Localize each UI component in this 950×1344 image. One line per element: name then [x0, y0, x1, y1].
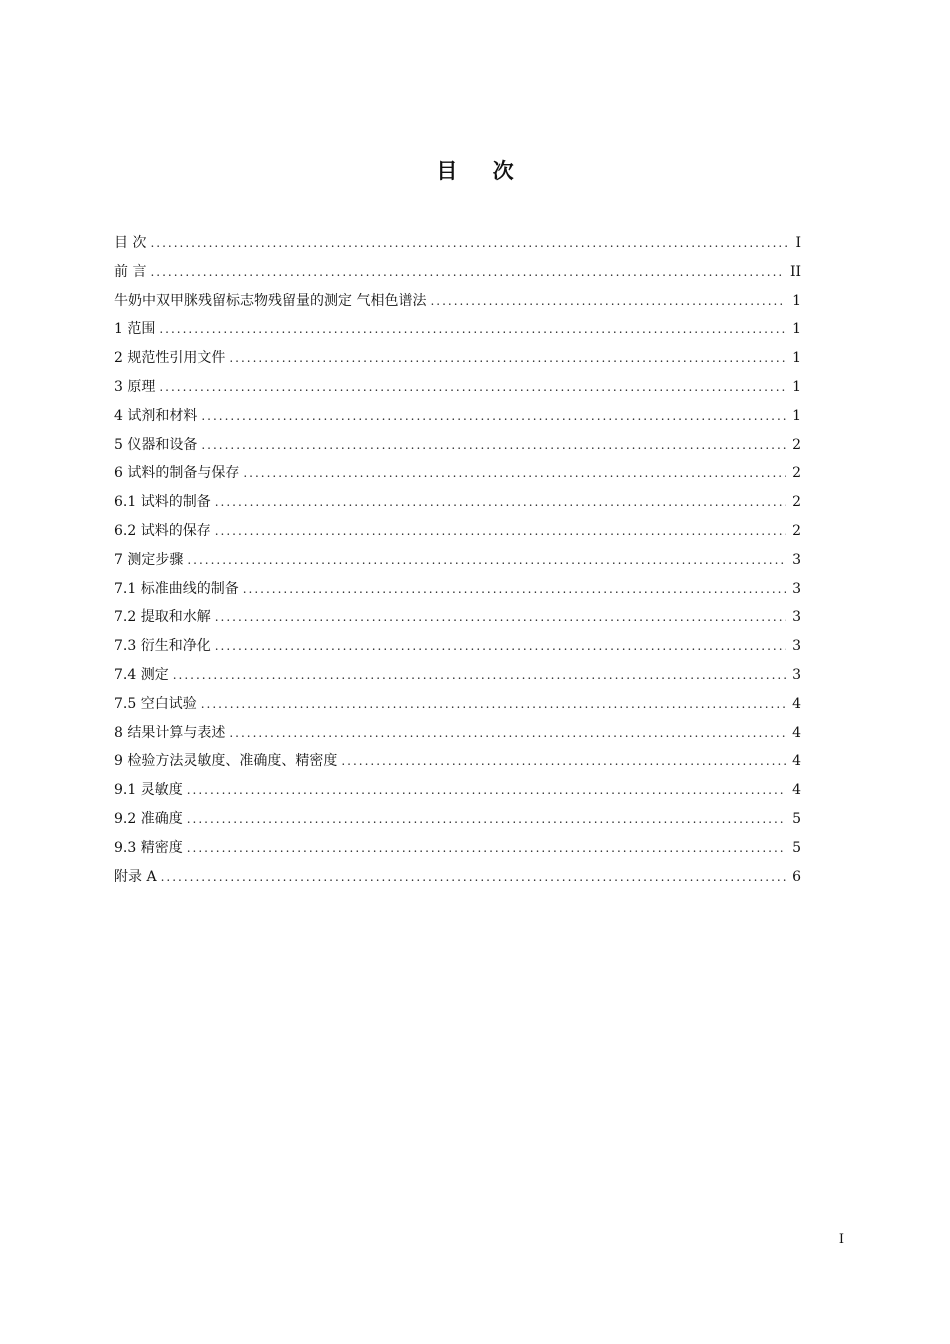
toc-entry-page: 3: [792, 551, 801, 568]
toc-entry-page: 3: [792, 638, 801, 655]
toc-entry[interactable]: [114, 517, 801, 546]
toc-entry[interactable]: [114, 488, 801, 517]
toc-entry-page: 1: [792, 321, 801, 338]
toc-entry-page: 6: [792, 868, 801, 885]
toc-entry-label: 6.2 试料的保存: [114, 522, 211, 539]
toc-dot-leader: [159, 373, 786, 402]
toc-entry-label: 6.1 试料的制备: [114, 494, 211, 511]
toc-entry-page: 1: [792, 407, 801, 424]
toc-dot-leader: [201, 431, 786, 460]
toc-entry-page: 4: [792, 753, 801, 770]
toc-entry-label: 9.2 准确度: [114, 810, 183, 827]
toc-entry-page: 2: [792, 465, 801, 482]
toc-entry-label: 7 测定步骤: [114, 551, 184, 568]
toc-entry-label: 4 试剂和材料: [114, 407, 198, 424]
toc-entry[interactable]: [114, 315, 801, 344]
toc-dot-leader: [187, 834, 786, 863]
toc-entry-page: II: [789, 263, 801, 280]
toc-entry-label: 3 原理: [114, 378, 156, 395]
toc-entry-label: 9 检验方法灵敏度、准确度、精密度: [114, 753, 338, 770]
toc-entry[interactable]: [114, 287, 801, 316]
toc-entry-label: 2 规范性引用文件: [114, 350, 226, 367]
toc-dot-leader: [341, 747, 786, 776]
toc-entry-label: 9.1 灵敏度: [114, 782, 183, 799]
toc-dot-leader: [187, 805, 786, 834]
toc-entry-label: 8 结果计算与表述: [114, 724, 226, 741]
toc-dot-leader: [243, 575, 786, 604]
toc-dot-leader: [187, 776, 786, 805]
toc-entry[interactable]: [114, 575, 801, 604]
toc-entry-label: 目 次: [114, 235, 147, 251]
toc-entry-page: 2: [792, 522, 801, 539]
toc-dot-leader: [243, 459, 786, 488]
toc-entry-label: 7.5 空白试验: [114, 695, 197, 712]
toc-entry[interactable]: [114, 402, 801, 431]
toc-dot-leader: [201, 690, 786, 719]
toc-entry-label: 7.4 测定: [114, 666, 169, 683]
toc-entry[interactable]: [114, 834, 801, 863]
toc-dot-leader: [430, 287, 786, 316]
toc-dot-leader: [215, 517, 786, 546]
toc-entry-page: 2: [792, 494, 801, 511]
toc-entry-page: 3: [792, 609, 801, 626]
toc-entry-page: 4: [792, 695, 801, 712]
toc-entry[interactable]: [114, 747, 801, 776]
page-title: 目 次: [436, 159, 528, 183]
toc-dot-leader: [159, 315, 786, 344]
toc-entry[interactable]: [114, 373, 801, 402]
toc-entry[interactable]: [114, 661, 801, 690]
toc-entry[interactable]: [114, 546, 801, 575]
toc-entry-label: 牛奶中双甲脒残留标志物残留量的测定 气相色谱法: [114, 292, 427, 309]
toc-entry-page: 4: [792, 724, 801, 741]
toc-entry-page: 1: [792, 292, 801, 309]
toc-entry[interactable]: [114, 690, 801, 719]
toc-entry[interactable]: [114, 459, 801, 488]
toc-entry-label: 7.1 标准曲线的制备: [114, 580, 239, 597]
toc-dot-leader: [150, 229, 789, 258]
toc-entry[interactable]: [114, 805, 801, 834]
toc-entry[interactable]: [114, 632, 801, 661]
toc-entry-page: 1: [792, 350, 801, 367]
toc-entry[interactable]: [114, 603, 801, 632]
toc-entry-label: 9.3 精密度: [114, 839, 183, 856]
toc-entry-label: 1 范围: [114, 321, 156, 338]
toc-dot-leader: [161, 863, 787, 892]
toc-dot-leader: [229, 344, 786, 373]
toc-dot-leader: [201, 402, 786, 431]
toc-entry-page: 2: [792, 436, 801, 453]
toc-entry-label: 7.3 衍生和净化: [114, 638, 211, 655]
toc-entry[interactable]: [114, 258, 801, 287]
toc-dot-leader: [173, 661, 786, 690]
toc-entry-page: 5: [792, 839, 801, 856]
toc-entry[interactable]: [114, 719, 801, 748]
toc-entry[interactable]: [114, 863, 801, 892]
toc-dot-leader: [215, 488, 786, 517]
toc-dot-leader: [187, 546, 786, 575]
toc-entry[interactable]: [114, 344, 801, 373]
toc-entry-page: 5: [792, 810, 801, 827]
toc-entry-label: 前 言: [114, 263, 147, 280]
toc-dot-leader: [229, 719, 786, 748]
toc-entry-page: 4: [792, 782, 801, 799]
toc-dot-leader: [215, 632, 786, 661]
toc-entry-label: 附录 A: [114, 868, 157, 885]
table-of-contents: [114, 229, 801, 891]
toc-entry-page: I: [795, 235, 801, 251]
toc-dot-leader: [215, 603, 786, 632]
toc-entry-page: 3: [792, 580, 801, 597]
toc-entry-page: 3: [792, 666, 801, 683]
toc-entry-label: 6 试料的制备与保存: [114, 465, 240, 482]
toc-entry[interactable]: [114, 776, 801, 805]
toc-dot-leader: [150, 258, 783, 287]
toc-entry-label: 7.2 提取和水解: [114, 609, 211, 626]
toc-entry-label: 5 仪器和设备: [114, 436, 198, 453]
footer-page-number: I: [838, 1232, 844, 1247]
toc-entry[interactable]: [114, 431, 801, 460]
toc-entry[interactable]: [114, 229, 801, 258]
toc-entry-page: 1: [792, 378, 801, 395]
